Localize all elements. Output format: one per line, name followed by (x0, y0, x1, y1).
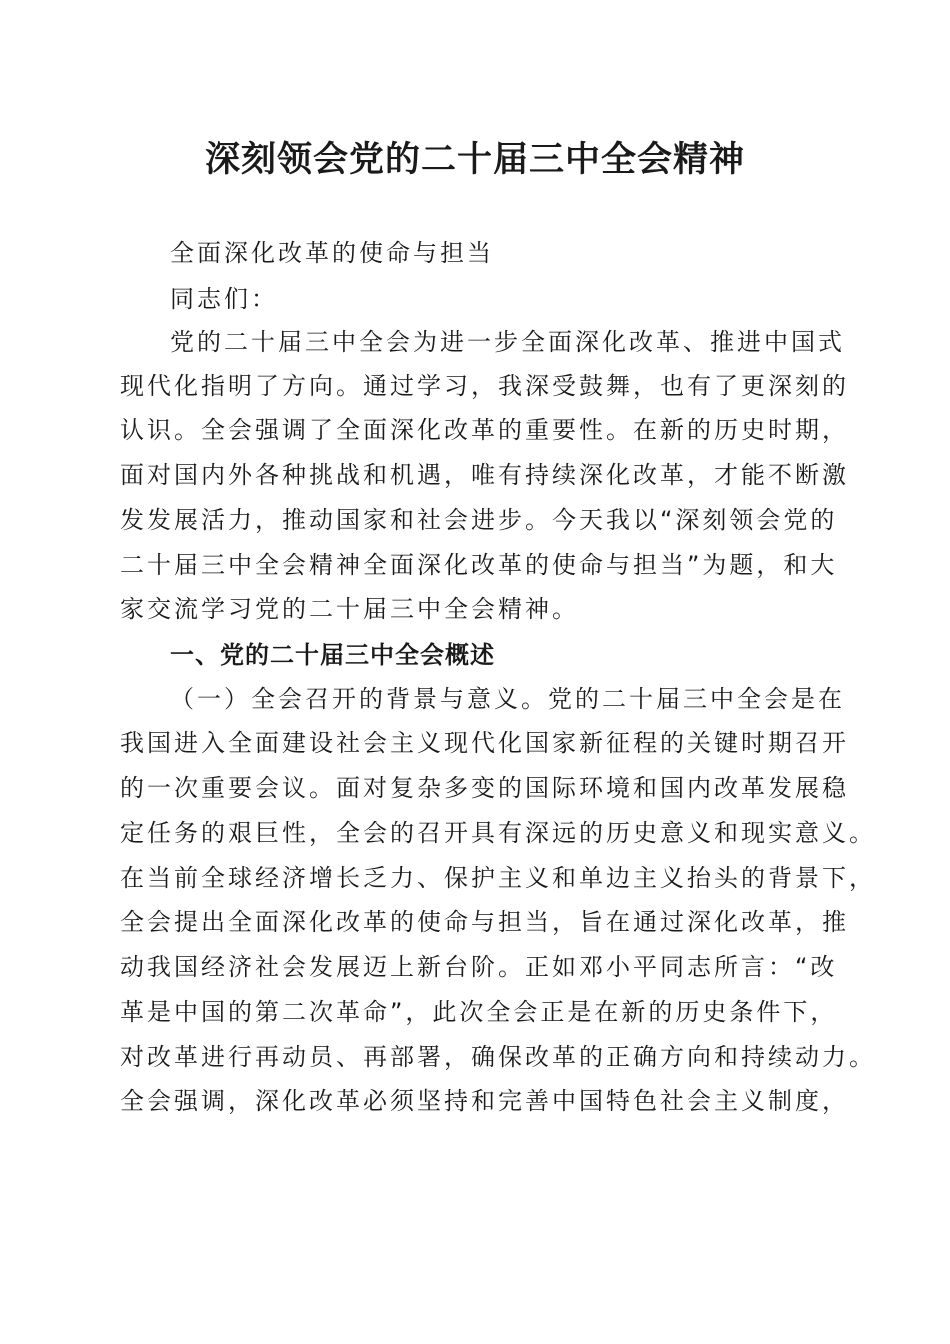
section-line: 定任务的艰巨性，全会的召开具有深远的历史意义和现实意义。 (120, 819, 876, 847)
section-line: 的一次重要会议。面对复杂多变的国际环境和国内改革发展稳 (120, 774, 849, 802)
intro-line: 党的二十届三中全会为进一步全面深化改革、推进中国式 (170, 328, 845, 356)
intro-line: 发发展活力，推动国家和社会进步。今天我以“深刻领会党的 (120, 506, 838, 534)
salutation: 同志们： (170, 285, 278, 313)
section-line: 动我国经济社会发展迈上新台阶。正如邓小平同志所言：“改 (120, 953, 838, 981)
intro-line: 面对国内外各种挑战和机遇，唯有持续深化改革，才能不断激 (120, 461, 849, 489)
section-line: 对改革进行再动员、再部署，确保改革的正确方向和持续动力。 (120, 1043, 876, 1071)
section-line: 全会强调，深化改革必须坚持和完善中国特色社会主义制度， (120, 1087, 849, 1115)
section-line: （一）全会召开的背景与意义。党的二十届三中全会是在 (170, 685, 845, 713)
section-line: 全会提出全面深化改革的使命与担当，旨在通过深化改革，推 (120, 908, 849, 936)
intro-line: 现代化指明了方向。通过学习，我深受鼓舞，也有了更深刻的 (120, 372, 849, 400)
intro-line: 认识。全会强调了全面深化改革的重要性。在新的历史时期， (120, 416, 849, 444)
document-title: 深刻领会党的二十届三中全会精神 (204, 139, 745, 180)
section-heading: 一、党的二十届三中全会概述 (170, 641, 495, 669)
section-line: 革是中国的第二次革命”，此次全会正是在新的历史条件下， (120, 998, 838, 1026)
document-subtitle: 全面深化改革的使命与担当 (170, 239, 494, 267)
section-line: 我国进入全面建设社会主义现代化国家新征程的关键时期召开 (120, 729, 849, 757)
intro-line: 家交流学习党的二十届三中全会精神。 (120, 595, 579, 623)
section-line: 在当前全球经济增长乏力、保护主义和单边主义抬头的背景下， (120, 864, 876, 892)
intro-line: 二十届三中全会精神全面深化改革的使命与担当”为题，和大 (120, 551, 838, 579)
